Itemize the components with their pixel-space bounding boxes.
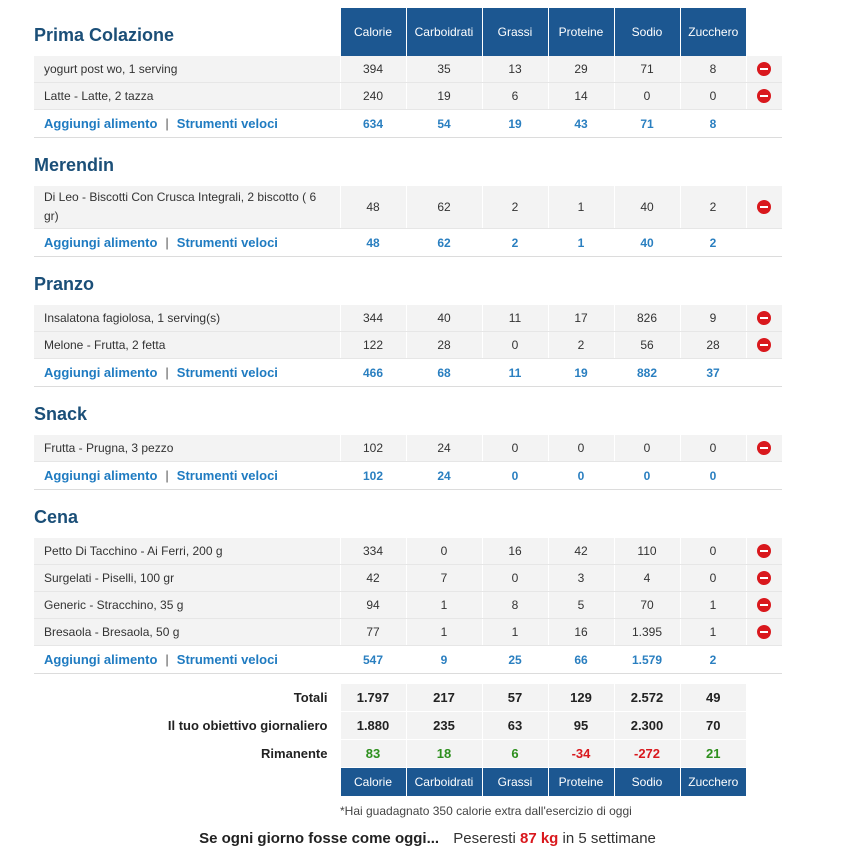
food-sodio: 0 — [614, 83, 680, 110]
weight-projection — [0, 830, 855, 847]
column-header-calorie: Calorie — [340, 8, 406, 56]
food-zucchero: 2 — [680, 186, 746, 229]
daily-totals-row-grassi: 57 — [482, 684, 548, 712]
food-proteine: 42 — [548, 538, 614, 565]
meal-total-zucchero: 37 — [680, 359, 746, 387]
food-row — [34, 619, 782, 646]
daily-totals-row-sodio: 2.572 — [614, 684, 680, 712]
meal-total-carboidrati: 54 — [406, 110, 482, 138]
food-carboidrati: 7 — [406, 565, 482, 592]
column-header-proteine: Proteine — [548, 8, 614, 56]
quick-tools-link[interactable]: Strumenti veloci — [176, 365, 278, 380]
food-row — [34, 305, 782, 332]
food-grassi: 1 — [482, 619, 548, 646]
meal-actions — [34, 462, 340, 490]
meal-total-sodio: 882 — [614, 359, 680, 387]
daily-totals-row-proteine: 129 — [548, 684, 614, 712]
meal-total-carboidrati: 68 — [406, 359, 482, 387]
row-end — [746, 768, 782, 797]
quick-tools-link[interactable]: Strumenti veloci — [176, 116, 278, 131]
column-header-sodio: Sodio — [614, 8, 680, 56]
projection-suffix: in 5 settimane — [562, 830, 656, 847]
delete-cell — [746, 565, 782, 592]
column-header-grassi: Grassi — [482, 8, 548, 56]
food-proteine: 5 — [548, 592, 614, 619]
food-calorie: 42 — [340, 565, 406, 592]
meal-total-calorie: 466 — [340, 359, 406, 387]
column-header-sodio-bottom: Sodio — [614, 768, 680, 797]
food-calorie: 94 — [340, 592, 406, 619]
section-spacer — [340, 138, 782, 187]
food-grassi: 11 — [482, 305, 548, 332]
delete-cell — [746, 56, 782, 83]
meal-total-carboidrati: 9 — [406, 646, 482, 674]
remove-icon[interactable] — [757, 311, 771, 325]
exercise-note: *Hai guadagnato 350 calorie extra dall'esercizio di oggi — [340, 804, 632, 818]
food-zucchero: 28 — [680, 332, 746, 359]
meal-header — [34, 490, 782, 539]
meal-total-calorie: 48 — [340, 229, 406, 257]
meal-total-zucchero: 2 — [680, 646, 746, 674]
daily-goal-row-calorie: 1.880 — [340, 712, 406, 740]
meal-header — [34, 257, 782, 306]
row-end — [746, 740, 782, 768]
link-separator: | — [165, 652, 169, 667]
meal-total-zucchero: 2 — [680, 229, 746, 257]
food-row — [34, 332, 782, 359]
daily-goal-row-proteine: 95 — [548, 712, 614, 740]
meal-actions — [34, 110, 340, 138]
column-header-calorie-bottom: Calorie — [340, 768, 406, 797]
remaining-row-label: Rimanente — [261, 746, 328, 761]
meal-total-grassi: 11 — [482, 359, 548, 387]
meal-total-calorie: 634 — [340, 110, 406, 138]
meal-total-carboidrati: 24 — [406, 462, 482, 490]
row-end — [746, 646, 782, 674]
food-calorie: 77 — [340, 619, 406, 646]
meal-total-calorie: 547 — [340, 646, 406, 674]
daily-goal-row-zucchero: 70 — [680, 712, 746, 740]
food-sodio: 70 — [614, 592, 680, 619]
remove-icon[interactable] — [757, 571, 771, 585]
food-diary — [34, 8, 770, 818]
food-zucchero: 1 — [680, 592, 746, 619]
column-header-zucchero: Zucchero — [680, 8, 746, 56]
quick-tools-link[interactable]: Strumenti veloci — [176, 652, 278, 667]
remaining-row-grassi: 6 — [482, 740, 548, 768]
food-proteine: 0 — [548, 435, 614, 462]
food-calorie: 240 — [340, 83, 406, 110]
food-row — [34, 538, 782, 565]
remove-icon[interactable] — [757, 625, 771, 639]
remaining-row-zucchero: 21 — [680, 740, 746, 768]
delete-cell — [746, 435, 782, 462]
meal-total-grassi: 0 — [482, 462, 548, 490]
food-row — [34, 435, 782, 462]
food-carboidrati: 24 — [406, 435, 482, 462]
add-food-link[interactable]: Aggiungi alimento — [44, 235, 158, 250]
food-name: Frutta - Prugna, 3 pezzo — [34, 435, 340, 462]
food-calorie: 122 — [340, 332, 406, 359]
food-proteine: 17 — [548, 305, 614, 332]
remaining-row-carboidrati: 18 — [406, 740, 482, 768]
food-carboidrati: 1 — [406, 592, 482, 619]
add-food-link[interactable]: Aggiungi alimento — [44, 468, 158, 483]
note-spacer — [34, 796, 340, 818]
remaining-row-proteine: -34 — [548, 740, 614, 768]
delete-cell — [746, 305, 782, 332]
food-zucchero: 0 — [680, 435, 746, 462]
food-proteine: 3 — [548, 565, 614, 592]
meal-totals-row — [34, 359, 782, 387]
column-header-proteine-bottom: Proteine — [548, 768, 614, 797]
meal-total-sodio: 40 — [614, 229, 680, 257]
quick-tools-link[interactable]: Strumenti veloci — [176, 468, 278, 483]
food-proteine: 1 — [548, 186, 614, 229]
food-proteine: 16 — [548, 619, 614, 646]
row-end — [746, 359, 782, 387]
delete-cell — [746, 83, 782, 110]
meal-total-sodio: 0 — [614, 462, 680, 490]
remove-icon[interactable] — [757, 89, 771, 103]
food-name: Latte - Latte, 2 tazza — [34, 83, 340, 110]
food-grassi: 6 — [482, 83, 548, 110]
remove-icon[interactable] — [757, 338, 771, 352]
remove-icon[interactable] — [757, 62, 771, 76]
food-calorie: 334 — [340, 538, 406, 565]
meal-title: Pranzo — [34, 273, 95, 294]
delete-cell — [746, 186, 782, 229]
projection-prefix: Peseresti — [453, 830, 516, 847]
meal-total-zucchero: 0 — [680, 462, 746, 490]
section-spacer — [340, 490, 782, 539]
remove-icon[interactable] — [757, 441, 771, 455]
food-zucchero: 0 — [680, 538, 746, 565]
spacer-cell — [34, 674, 782, 685]
food-calorie: 394 — [340, 56, 406, 83]
food-zucchero: 0 — [680, 83, 746, 110]
food-diary-table — [34, 8, 782, 818]
food-name: Petto Di Tacchino - Ai Ferri, 200 g — [34, 538, 340, 565]
row-end — [746, 684, 782, 712]
daily-goal-row-sodio: 2.300 — [614, 712, 680, 740]
food-name: Di Leo - Biscotti Con Crusca Integrali, 2 biscotto ( 6 gr) — [34, 186, 340, 229]
food-name: Insalatona fagiolosa, 1 serving(s) — [34, 305, 340, 332]
food-proteine: 29 — [548, 56, 614, 83]
bottom-column-headers — [34, 768, 782, 797]
food-grassi: 0 — [482, 435, 548, 462]
header-spacer — [746, 8, 782, 56]
spacer — [34, 674, 782, 685]
food-grassi: 0 — [482, 565, 548, 592]
bottom-header-spacer — [34, 768, 340, 797]
delete-cell — [746, 538, 782, 565]
food-calorie: 102 — [340, 435, 406, 462]
meal-title: Cena — [34, 506, 79, 527]
food-sodio: 110 — [614, 538, 680, 565]
delete-cell — [746, 332, 782, 359]
meal-totals-row — [34, 229, 782, 257]
daily-goal-row-grassi: 63 — [482, 712, 548, 740]
meal-total-proteine: 19 — [548, 359, 614, 387]
food-carboidrati: 0 — [406, 538, 482, 565]
meal-total-carboidrati: 62 — [406, 229, 482, 257]
daily-totals-row — [34, 684, 782, 712]
food-sodio: 4 — [614, 565, 680, 592]
add-food-link[interactable]: Aggiungi alimento — [44, 365, 158, 380]
food-row — [34, 592, 782, 619]
food-proteine: 2 — [548, 332, 614, 359]
daily-totals-row-carboidrati: 217 — [406, 684, 482, 712]
meal-total-grassi: 19 — [482, 110, 548, 138]
meal-total-zucchero: 8 — [680, 110, 746, 138]
food-zucchero: 8 — [680, 56, 746, 83]
daily-goal-row-carboidrati: 235 — [406, 712, 482, 740]
column-header-carboidrati-bottom: Carboidrati — [406, 768, 482, 797]
food-carboidrati: 1 — [406, 619, 482, 646]
food-calorie: 344 — [340, 305, 406, 332]
daily-goal-row-label: Il tuo obiettivo giornaliero — [167, 718, 328, 733]
meal-total-proteine: 0 — [548, 462, 614, 490]
food-grassi: 16 — [482, 538, 548, 565]
food-name: yogurt post wo, 1 serving — [34, 56, 340, 83]
remove-icon[interactable] — [757, 200, 771, 214]
remove-icon[interactable] — [757, 598, 771, 612]
meal-totals-row — [34, 462, 782, 490]
food-sodio: 56 — [614, 332, 680, 359]
column-header-carboidrati: Carboidrati — [406, 8, 482, 56]
column-header-grassi-bottom: Grassi — [482, 768, 548, 797]
food-zucchero: 1 — [680, 619, 746, 646]
section-spacer — [340, 257, 782, 306]
remaining-row — [34, 740, 782, 768]
meal-total-proteine: 43 — [548, 110, 614, 138]
meal-title: Merendin — [34, 154, 115, 175]
meal-header — [34, 8, 782, 56]
row-end — [746, 229, 782, 257]
add-food-link[interactable]: Aggiungi alimento — [44, 652, 158, 667]
note-row — [34, 796, 782, 818]
link-separator: | — [165, 468, 169, 483]
meal-title: Snack — [34, 403, 88, 424]
meal-total-calorie: 102 — [340, 462, 406, 490]
food-sodio: 826 — [614, 305, 680, 332]
row-end — [746, 110, 782, 138]
remaining-row-sodio: -272 — [614, 740, 680, 768]
meal-total-sodio: 1.579 — [614, 646, 680, 674]
meal-total-grassi: 25 — [482, 646, 548, 674]
food-calorie: 48 — [340, 186, 406, 229]
food-zucchero: 0 — [680, 565, 746, 592]
food-grassi: 0 — [482, 332, 548, 359]
food-carboidrati: 62 — [406, 186, 482, 229]
add-food-link[interactable]: Aggiungi alimento — [44, 116, 158, 131]
link-separator: | — [165, 235, 169, 250]
meal-actions — [34, 359, 340, 387]
meal-total-grassi: 2 — [482, 229, 548, 257]
meal-actions — [34, 646, 340, 674]
food-grassi: 8 — [482, 592, 548, 619]
food-carboidrati: 19 — [406, 83, 482, 110]
column-header-zucchero-bottom: Zucchero — [680, 768, 746, 797]
remaining-row-calorie: 83 — [340, 740, 406, 768]
row-end — [746, 462, 782, 490]
food-sodio: 71 — [614, 56, 680, 83]
food-row — [34, 83, 782, 110]
projection-lead: Se ogni giorno fosse come oggi... — [199, 830, 440, 847]
food-name: Melone - Frutta, 2 fetta — [34, 332, 340, 359]
food-row — [34, 565, 782, 592]
food-proteine: 14 — [548, 83, 614, 110]
food-sodio: 0 — [614, 435, 680, 462]
food-name: Surgelati - Piselli, 100 gr — [34, 565, 340, 592]
section-spacer — [340, 387, 782, 436]
food-zucchero: 9 — [680, 305, 746, 332]
remove-icon[interactable] — [757, 544, 771, 558]
food-grassi: 13 — [482, 56, 548, 83]
meal-totals-row — [34, 110, 782, 138]
meal-totals-row — [34, 646, 782, 674]
daily-totals-row-zucchero: 49 — [680, 684, 746, 712]
quick-tools-link[interactable]: Strumenti veloci — [176, 235, 278, 250]
meal-header — [34, 138, 782, 187]
projected-weight: 87 kg — [519, 830, 559, 847]
food-carboidrati: 40 — [406, 305, 482, 332]
daily-totals-row-label: Totali — [293, 690, 328, 706]
food-row — [34, 56, 782, 83]
meal-header — [34, 387, 782, 436]
food-sodio: 1.395 — [614, 619, 680, 646]
food-name: Bresaola - Bresaola, 50 g — [34, 619, 340, 646]
food-grassi: 2 — [482, 186, 548, 229]
food-name: Generic - Stracchino, 35 g — [34, 592, 340, 619]
meal-total-proteine: 1 — [548, 229, 614, 257]
meal-actions — [34, 229, 340, 257]
link-separator: | — [165, 365, 169, 380]
meal-title: Prima Colazione — [34, 24, 175, 45]
daily-goal-row — [34, 712, 782, 740]
row-end — [746, 712, 782, 740]
food-sodio: 40 — [614, 186, 680, 229]
meal-total-sodio: 71 — [614, 110, 680, 138]
daily-totals-row-calorie: 1.797 — [340, 684, 406, 712]
food-row — [34, 186, 782, 229]
delete-cell — [746, 619, 782, 646]
food-carboidrati: 28 — [406, 332, 482, 359]
link-separator: | — [165, 116, 169, 131]
meal-total-proteine: 66 — [548, 646, 614, 674]
delete-cell — [746, 592, 782, 619]
food-carboidrati: 35 — [406, 56, 482, 83]
